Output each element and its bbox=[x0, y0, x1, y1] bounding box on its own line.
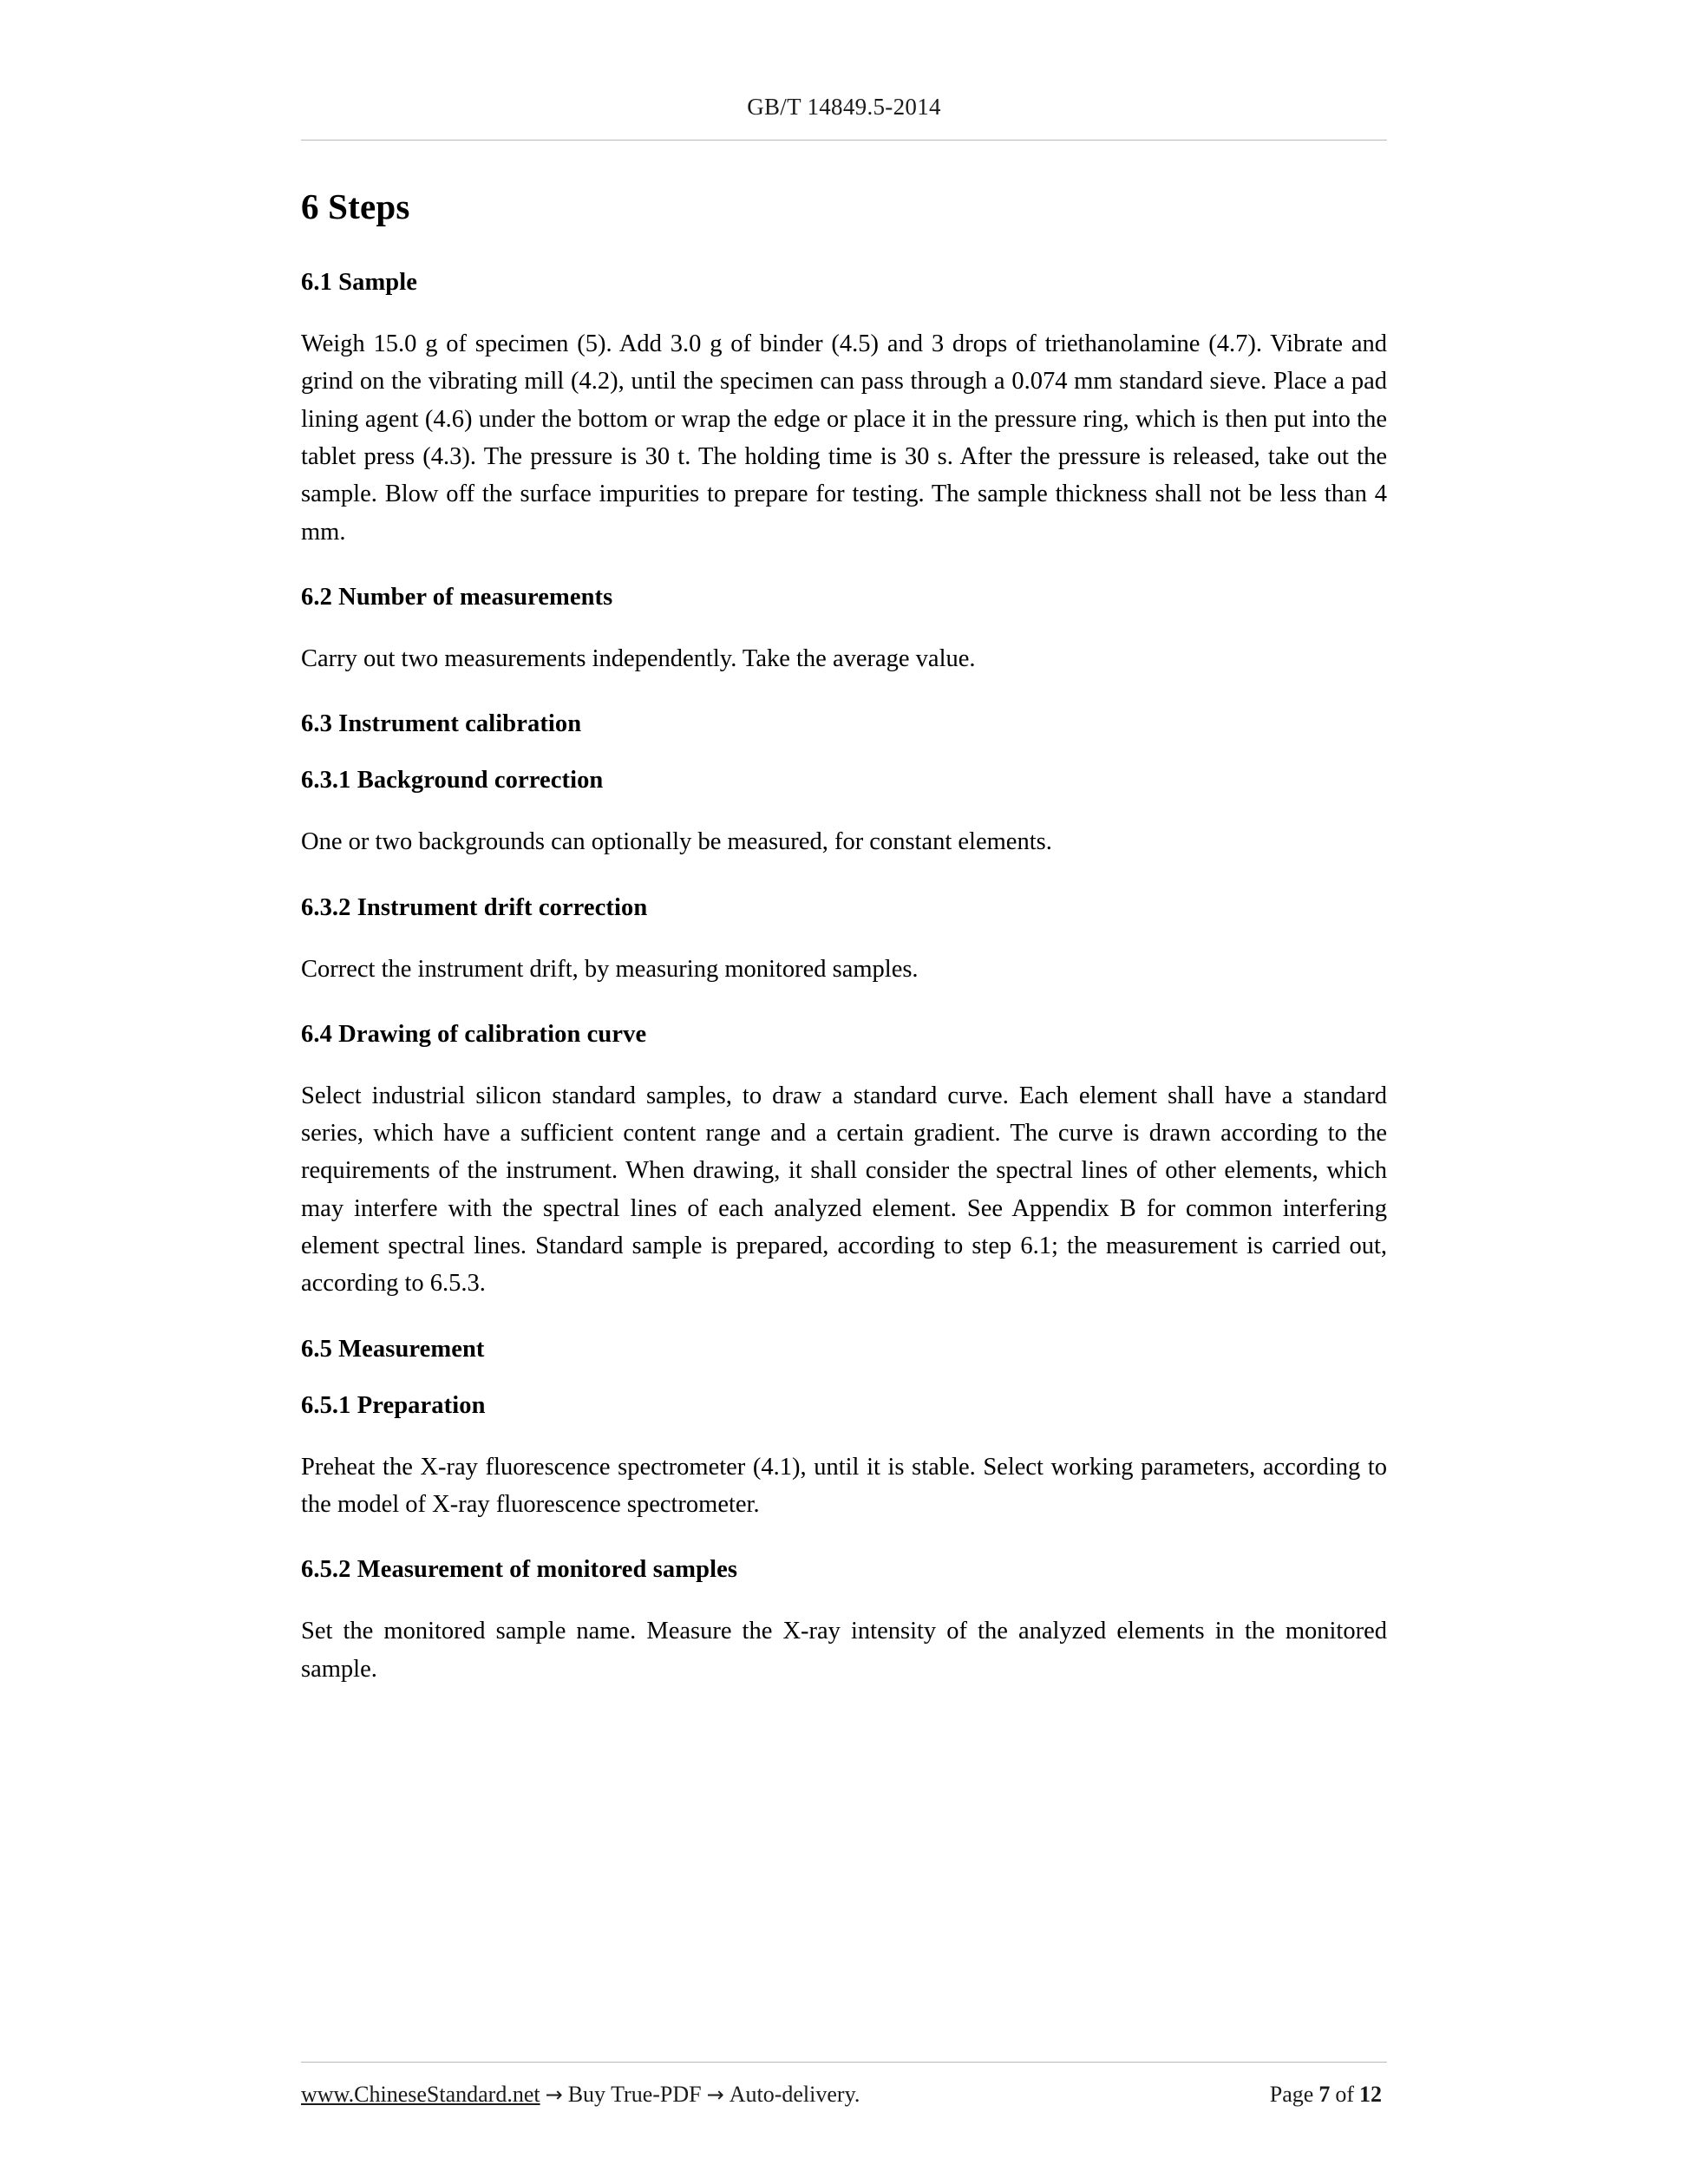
spacer bbox=[301, 551, 1387, 584]
footer-promo bbox=[301, 2082, 860, 2108]
auto-delivery-label: Auto-delivery. bbox=[729, 2082, 860, 2107]
document-content bbox=[301, 141, 1387, 1688]
spacer bbox=[301, 1523, 1387, 1556]
paragraph-6-2: Carry out two measurements independently. Take the average value. bbox=[301, 644, 976, 672]
spacer bbox=[301, 988, 1387, 1021]
heading-6-1: 6.1 Sample bbox=[301, 269, 418, 296]
footer-divider bbox=[301, 2062, 1387, 2063]
spacer bbox=[301, 738, 1387, 767]
page-number: 7 bbox=[1318, 2082, 1331, 2107]
arrow-right-icon-2: → bbox=[706, 2083, 724, 2107]
spacer bbox=[301, 611, 1387, 640]
heading-6-3-1: 6.3.1 Background correction bbox=[301, 767, 604, 794]
heading-6-5-2: 6.5.2 Measurement of monitored samples bbox=[301, 1556, 738, 1584]
spacer bbox=[301, 297, 1387, 325]
paragraph-6-5-2: Set the monitored sample name. Measure the X-ray intensity of the analyzed elements in the monitored sample. bbox=[301, 1618, 1387, 1683]
spacer bbox=[301, 677, 1387, 710]
spacer bbox=[301, 1584, 1387, 1612]
spacer bbox=[301, 227, 1387, 269]
paragraph-6-5-1: Preheat the X-ray fluorescence spectrometer (4.1), until it is stable. Select working parameters, according to the model of X-ray fluorescence spectrometer. bbox=[301, 1453, 1387, 1518]
page-header bbox=[0, 0, 1688, 121]
spacer bbox=[301, 922, 1387, 951]
page-label: Page bbox=[1269, 2082, 1314, 2107]
website-link[interactable]: www.ChineseStandard.net bbox=[301, 2082, 540, 2107]
of-label: of bbox=[1335, 2082, 1354, 2107]
paragraph-6-3-1: One or two backgrounds can optionally be measured, for constant elements. bbox=[301, 828, 1052, 856]
spacer bbox=[301, 1420, 1387, 1448]
heading-6-5-1: 6.5.1 Preparation bbox=[301, 1391, 486, 1419]
page-total: 12 bbox=[1359, 2082, 1382, 2107]
buy-pdf-label[interactable]: Buy True-PDF bbox=[567, 2082, 702, 2107]
standard-number: GB/T 14849.5-2014 bbox=[747, 94, 941, 120]
arrow-right-icon: → bbox=[545, 2083, 563, 2107]
page-indicator bbox=[1270, 2082, 1387, 2108]
paragraph-6-4: Select industrial silicon standard samples, to draw a standard curve. Each element shall have a standard series, which have a sufficient content range and a certain gradient. The curve is drawn according to the requirements of the instrument. When drawing, it shall consider the spectral lines of other elements, which may interfere with the spectral lines of each analyzed element. See Appendix B for common interfering element spectral lines. Standard sample is prepared, according to step 6.1; the measurement is carried out, according to 6.5.3. bbox=[301, 1082, 1387, 1298]
heading-6-3-2: 6.3.2 Instrument drift correction bbox=[301, 893, 648, 921]
paragraph-6-1: Weigh 15.0 g of specimen (5). Add 3.0 g of binder (4.5) and 3 drops of triethanolamine (4.7). Vibrate and grind on the vibrating mill (4.2), until the specimen can pass through a 0.074 mm standard sieve. Place a pad lining agent (4.6) under the bottom or wrap the edge or place it in the pressure ring, which is then put into the tablet press (4.3). The pressure is 30 t. The holding time is 30 s. After the pressure is released, take out the sample. Blow off the surface impurities to prepare for testing. The sample thickness shall not be less than 4 mm. bbox=[301, 330, 1387, 546]
spacer bbox=[301, 1303, 1387, 1336]
spacer bbox=[301, 794, 1387, 823]
paragraph-6-3-2: Correct the instrument drift, by measuring monitored samples. bbox=[301, 955, 919, 983]
page-footer bbox=[301, 2062, 1387, 2108]
spacer bbox=[301, 861, 1387, 894]
heading-6-2: 6.2 Number of measurements bbox=[301, 583, 613, 611]
heading-6-3: 6.3 Instrument calibration bbox=[301, 710, 582, 738]
page-title: 6 Steps bbox=[301, 186, 410, 226]
heading-6-4: 6.4 Drawing of calibration curve bbox=[301, 1020, 647, 1048]
spacer bbox=[301, 1363, 1387, 1392]
spacer bbox=[301, 1049, 1387, 1077]
heading-6-5: 6.5 Measurement bbox=[301, 1335, 485, 1363]
